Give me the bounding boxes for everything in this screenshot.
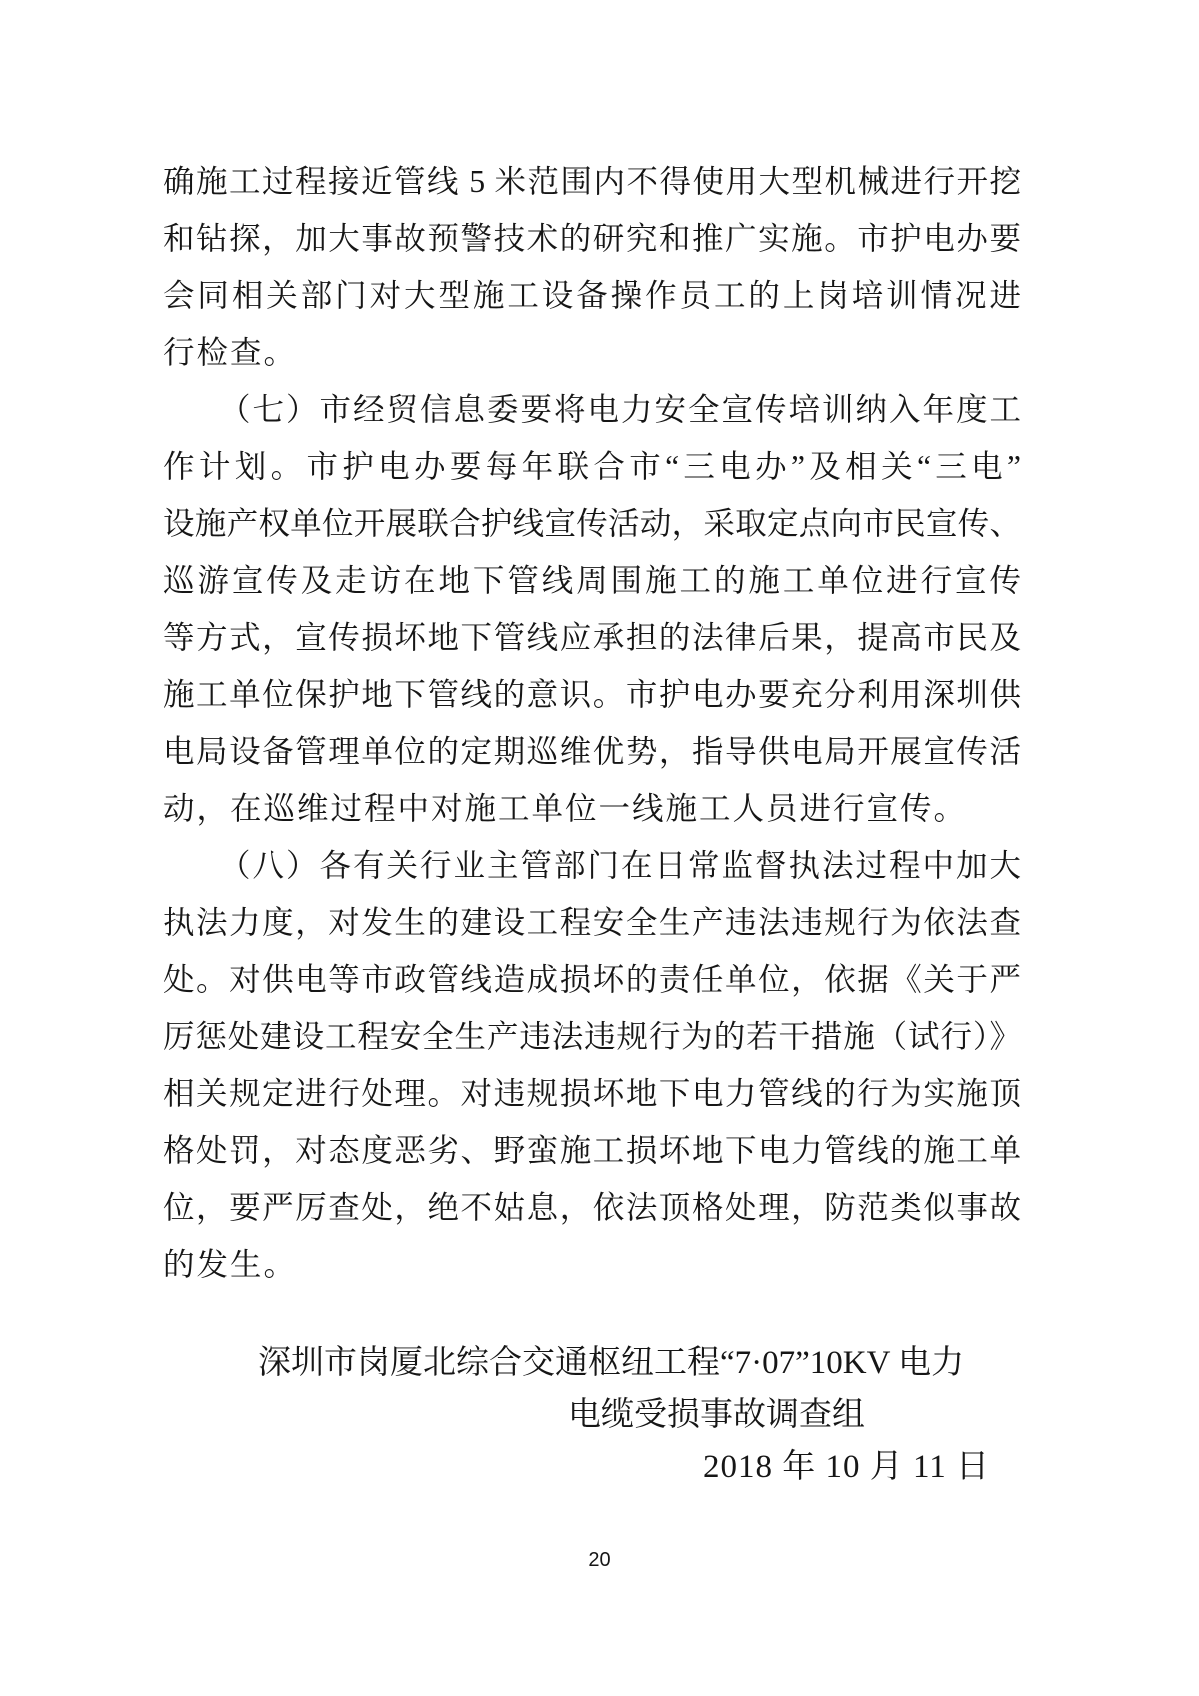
body-line-paragraph-end: 的发生。 <box>163 1247 298 1282</box>
page-number: 20 <box>588 1549 611 1571</box>
body-line: 电局设备管理单位的定期巡维优势，指导供电局开展宣传活 <box>163 734 1021 769</box>
body-line: 巡游宣传及走访在地下管线周围施工的施工单位进行宣传 <box>163 563 1021 598</box>
body-line: 和钻探，加大事故预警技术的研究和推广实施。市护电办要 <box>163 221 1021 256</box>
signature-org-line-2: 电缆受损事故调查组 <box>568 1397 865 1433</box>
signature-block <box>163 1337 1113 1493</box>
body-line: 位，要严厉查处，绝不姑息，依法顶格处理，防范类似事故 <box>163 1190 1021 1225</box>
body-line: 格处罚，对态度恶劣、野蛮施工损坏地下电力管线的施工单 <box>163 1133 1021 1168</box>
body-line-paragraph-end: 动，在巡维过程中对施工单位一线施工人员进行宣传。 <box>163 791 968 826</box>
body-line: 作计划。市护电办要每年联合市“三电办”及相关“三电” <box>163 449 1021 484</box>
body-line: 厉惩处建设工程安全生产违法违规行为的若干措施（试行）》 <box>163 1019 1021 1054</box>
body-line: 确施工过程接近管线 5 米范围内不得使用大型机械进行开挖 <box>163 164 1021 199</box>
body-line: 施工单位保护地下管线的意识。市护电办要充分利用深圳供 <box>163 677 1021 712</box>
signature-org-line-1: 深圳市岗厦北综合交通枢纽工程“7·07”10KV 电力 <box>258 1345 965 1381</box>
body-line-paragraph-start: （八）各有关行业主管部门在日常监督执法过程中加大 <box>219 848 1021 883</box>
body-line: 执法力度，对发生的建设工程安全生产违法违规行为依法查 <box>163 905 1021 940</box>
body-line: 设施产权单位开展联合护线宣传活动，采取定点向市民宣传、 <box>163 506 1021 541</box>
signature-date: 2018 年 10 月 11 日 <box>703 1449 991 1485</box>
body-line-paragraph-end: 行检查。 <box>163 335 298 370</box>
body-line: 相关规定进行处理。对违规损坏地下电力管线的行为实施顶 <box>163 1076 1021 1111</box>
document-body <box>163 153 1021 1293</box>
body-line: 处。对供电等市政管线造成损坏的责任单位，依据《关于严 <box>163 962 1021 997</box>
body-line-paragraph-start: （七）市经贸信息委要将电力安全宣传培训纳入年度工 <box>219 392 1021 427</box>
body-line: 会同相关部门对大型施工设备操作员工的上岗培训情况进 <box>163 278 1021 313</box>
body-line: 等方式，宣传损坏地下管线应承担的法律后果，提高市民及 <box>163 620 1021 655</box>
